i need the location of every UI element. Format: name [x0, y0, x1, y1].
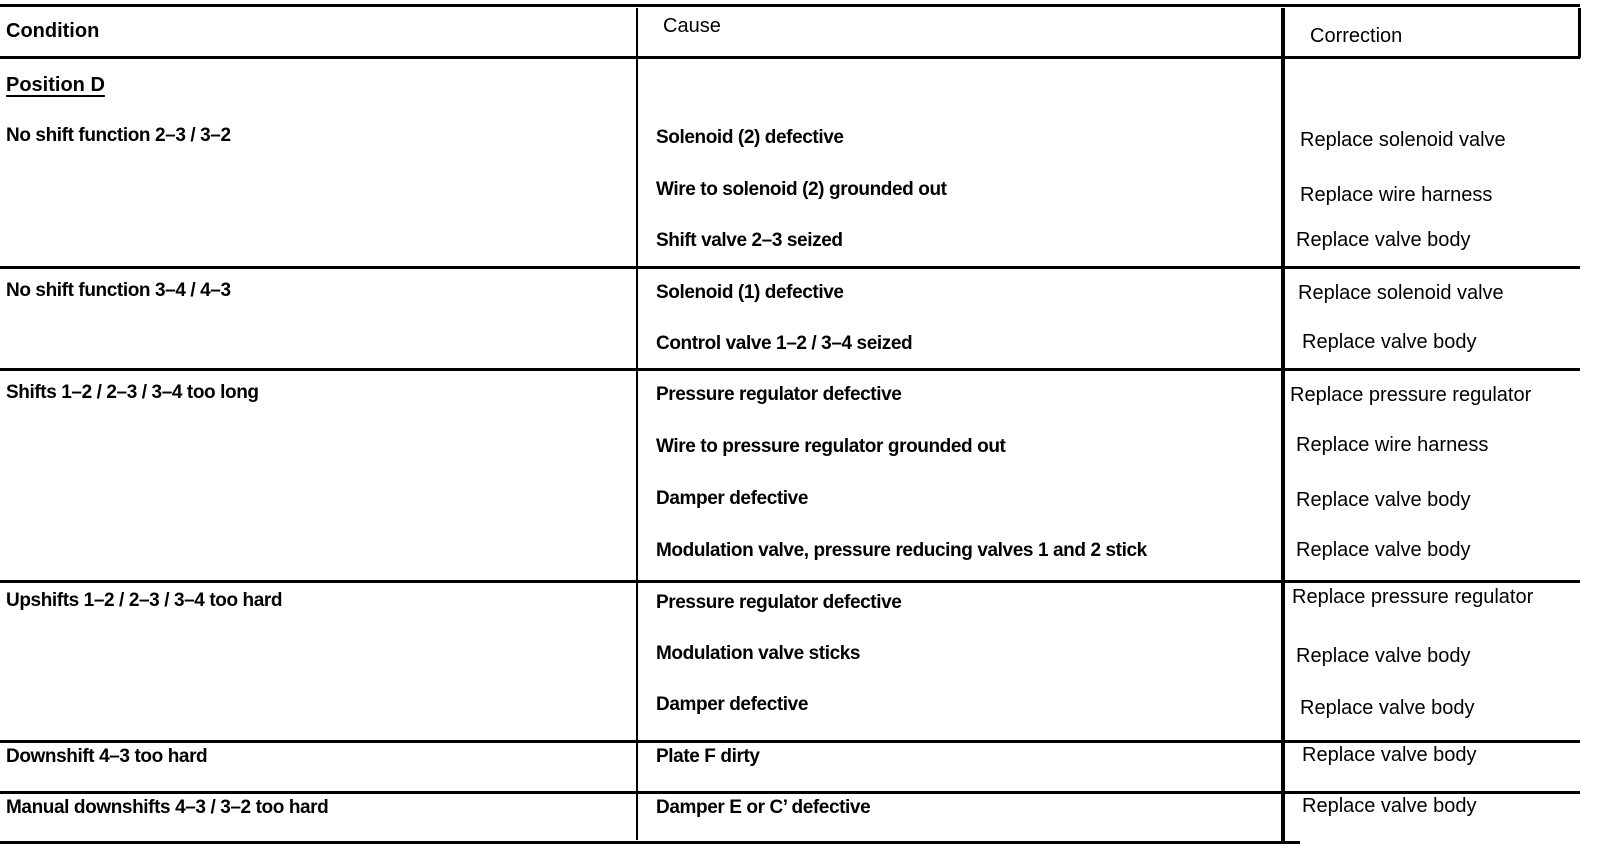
correction-text: Replace pressure regulator	[1290, 384, 1532, 406]
correction-text: Replace wire harness	[1300, 184, 1493, 206]
cause-text: Modulation valve sticks	[656, 643, 861, 664]
condition-label: No shift function 3–4 / 4–3	[6, 280, 231, 301]
group-divider	[0, 266, 1580, 269]
group-divider	[0, 740, 1580, 743]
cause-text: Pressure regulator defective	[656, 592, 902, 613]
correction-text: Replace valve body	[1296, 489, 1471, 511]
header-rule	[0, 56, 1580, 59]
cause-text: Wire to pressure regulator grounded out	[656, 436, 1006, 457]
cause-text: Control valve 1–2 / 3–4 seized	[656, 333, 913, 354]
header-correction: Correction	[1310, 25, 1403, 47]
cause-text: Damper E or C’ defective	[656, 797, 871, 818]
correction-text: Replace valve body	[1300, 697, 1475, 719]
correction-text: Replace wire harness	[1296, 434, 1489, 456]
correction-text: Replace valve body	[1302, 331, 1477, 353]
group-divider	[0, 791, 1580, 794]
cause-text: Solenoid (2) defective	[656, 127, 844, 148]
cause-text: Damper defective	[656, 694, 809, 715]
cause-text: Modulation valve, pressure reducing valves 1 and 2 stick	[656, 540, 1147, 561]
column-divider-cause	[636, 8, 638, 840]
condition-label: No shift function 2–3 / 3–2	[6, 125, 231, 146]
condition-label: Downshift 4–3 too hard	[6, 746, 208, 767]
correction-text: Replace valve body	[1302, 744, 1477, 766]
cause-text: Solenoid (1) defective	[656, 282, 844, 303]
correction-text: Replace valve body	[1296, 645, 1471, 667]
cause-text: Shift valve 2–3 seized	[656, 230, 843, 251]
table-top-rule	[0, 4, 1580, 7]
cause-text: Pressure regulator defective	[656, 384, 902, 405]
condition-label: Shifts 1–2 / 2–3 / 3–4 too long	[6, 382, 259, 403]
group-divider	[0, 580, 1580, 583]
column-divider-correction	[1281, 8, 1285, 844]
table-bottom-rule	[0, 841, 1300, 844]
correction-text: Replace pressure regulator	[1292, 586, 1534, 608]
condition-label: Manual downshifts 4–3 / 3–2 too hard	[6, 797, 329, 818]
correction-text: Replace valve body	[1302, 795, 1477, 817]
correction-text: Replace valve body	[1296, 229, 1471, 251]
header-condition: Condition	[6, 20, 100, 42]
cause-text: Plate F dirty	[656, 746, 760, 767]
header-cause: Cause	[663, 15, 721, 37]
header-right-border	[1578, 8, 1581, 58]
cause-text: Damper defective	[656, 488, 809, 509]
group-divider	[0, 368, 1580, 371]
correction-text: Replace solenoid valve	[1298, 282, 1504, 304]
correction-text: Replace valve body	[1296, 539, 1471, 561]
section-title: Position D	[6, 74, 105, 96]
condition-label: Upshifts 1–2 / 2–3 / 3–4 too hard	[6, 590, 283, 611]
cause-text: Wire to solenoid (2) grounded out	[656, 179, 947, 200]
correction-text: Replace solenoid valve	[1300, 129, 1506, 151]
